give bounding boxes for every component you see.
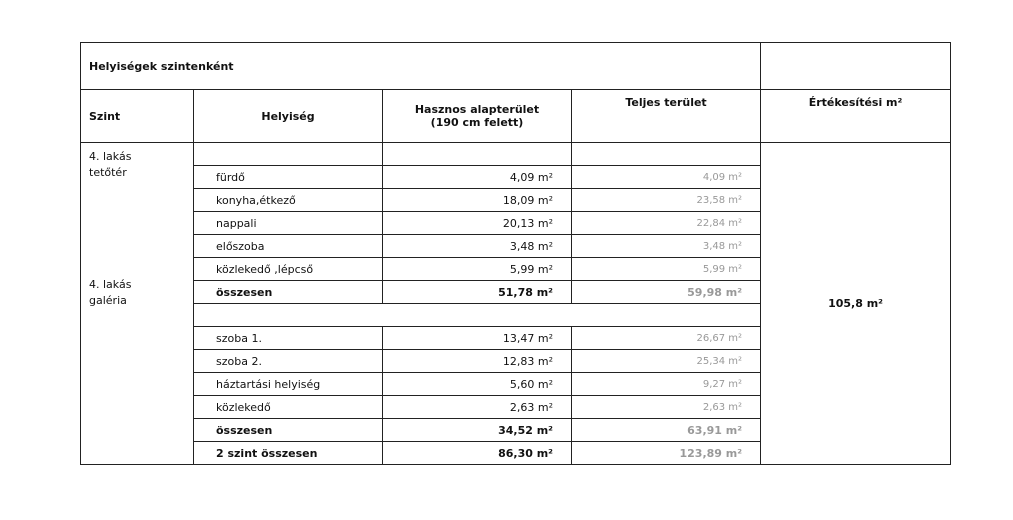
subtotal-label: összesen — [194, 281, 383, 304]
valuation-value: 105,8 m² — [761, 143, 951, 465]
total-area: 26,67 m² — [572, 327, 761, 350]
room-name: háztartási helyiség — [194, 373, 383, 396]
room-name: fürdő — [194, 166, 383, 189]
usable-area: 5,60 m² — [383, 373, 572, 396]
room-name: közlekedő ,lépcső — [194, 258, 383, 281]
level-label-galeria — [81, 181, 193, 309]
header-total-area: Teljes terület — [572, 90, 761, 143]
usable-area: 3,48 m² — [383, 235, 572, 258]
level-column — [81, 143, 194, 465]
total-area: 25,34 m² — [572, 350, 761, 373]
level-label-line: tetőtér — [89, 166, 127, 179]
grand-total-usable: 86,30 m² — [383, 442, 572, 465]
level-label-line: 4. lakás — [89, 278, 132, 291]
level-label-tetoter — [81, 143, 193, 181]
total-area: 5,99 m² — [572, 258, 761, 281]
usable-area: 18,09 m² — [383, 189, 572, 212]
room-name: szoba 1. — [194, 327, 383, 350]
usable-area: 13,47 m² — [383, 327, 572, 350]
total-area: 3,48 m² — [572, 235, 761, 258]
rooms-by-level-table — [80, 42, 951, 465]
grand-total-total: 123,89 m² — [572, 442, 761, 465]
grand-total-label: 2 szint összesen — [194, 442, 383, 465]
total-area: 4,09 m² — [572, 166, 761, 189]
subtotal-total: 63,91 m² — [572, 419, 761, 442]
header-room: Helyiség — [194, 90, 383, 143]
usable-area: 4,09 m² — [383, 166, 572, 189]
subtotal-usable: 34,52 m² — [383, 419, 572, 442]
total-area: 2,63 m² — [572, 396, 761, 419]
usable-area: 20,13 m² — [383, 212, 572, 235]
subtotal-total: 59,98 m² — [572, 281, 761, 304]
total-area: 9,27 m² — [572, 373, 761, 396]
subtotal-usable: 51,78 m² — [383, 281, 572, 304]
room-name: közlekedő — [194, 396, 383, 419]
blank-cell — [572, 143, 761, 166]
subtotal-label: összesen — [194, 419, 383, 442]
room-name: nappali — [194, 212, 383, 235]
room-name: szoba 2. — [194, 350, 383, 373]
header-valuation: Értékesítési m² — [761, 90, 951, 143]
level-label-line: galéria — [89, 294, 127, 307]
usable-area: 5,99 m² — [383, 258, 572, 281]
room-name: konyha,étkező — [194, 189, 383, 212]
header-usable-line2: (190 cm felett) — [430, 116, 524, 129]
usable-area: 12,83 m² — [383, 350, 572, 373]
blank-cell — [194, 143, 383, 166]
title-empty-cell — [761, 43, 951, 90]
usable-area: 2,63 m² — [383, 396, 572, 419]
blank-cell — [383, 143, 572, 166]
total-area: 22,84 m² — [572, 212, 761, 235]
header-level: Szint — [81, 90, 194, 143]
room-name: előszoba — [194, 235, 383, 258]
header-usable-area — [383, 90, 572, 143]
table-title: Helyiségek szintenként — [81, 43, 761, 90]
level-label-line: 4. lakás — [89, 150, 132, 163]
total-area: 23,58 m² — [572, 189, 761, 212]
blank-cell — [194, 304, 761, 327]
header-usable-line1: Hasznos alapterület — [414, 103, 540, 116]
